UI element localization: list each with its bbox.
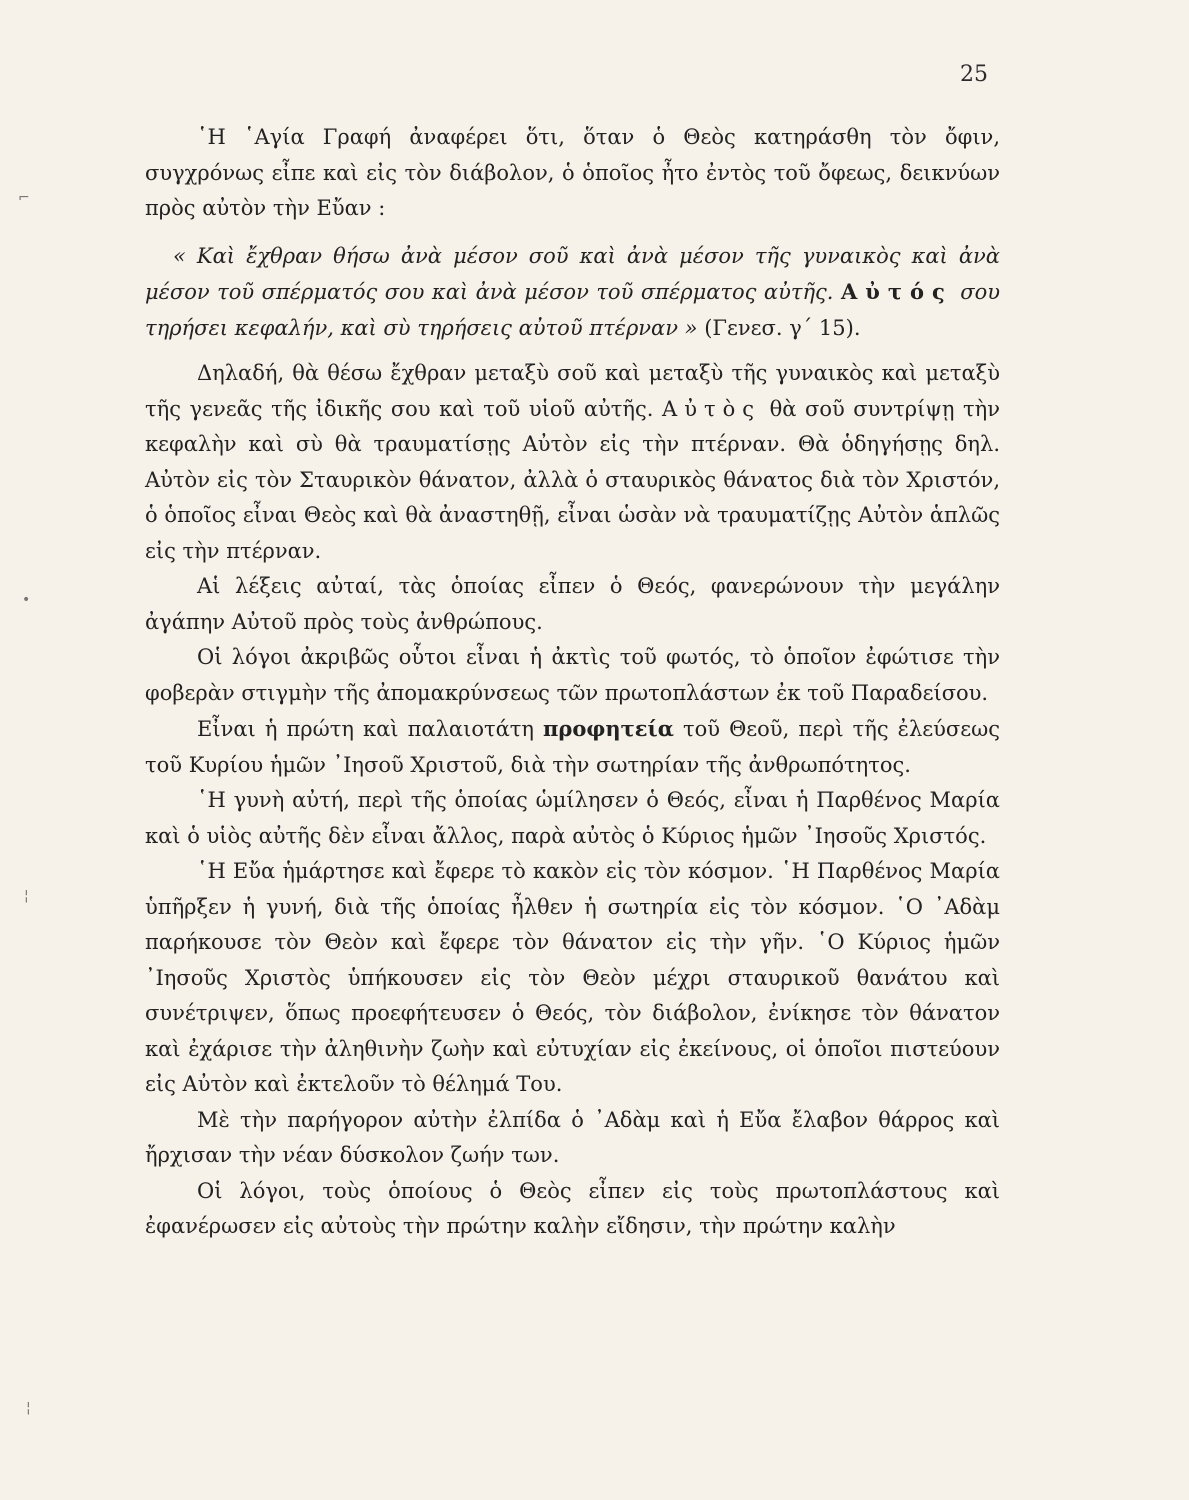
paragraph-6: ῾Η γυνὴ αὐτή, περὶ τῆς ὁποίας ὡμίλησεν ὁ Θεός, εἶναι ἡ Παρθένος Μαρία καὶ ὁ υἱὸς αὐτῆς δὲν εἶναι ἄλλος, παρὰ αὐτὸς ὁ Κύριος ἡμῶν ᾿Ιησοῦς Χριστός. xyxy=(145,788,1000,848)
paragraph-5-part-b: τοῦ Θεοῦ, περὶ τῆς ἐλεύσεως τοῦ Κυρίου ἡμῶν ᾿Ιησοῦ Χριστοῦ, διὰ τὴν σωτηρίαν τῆς ἀνθρωπότητος. xyxy=(145,717,1000,777)
margin-mark-icon: ⌐ xyxy=(18,190,30,206)
paragraph-2-part-a: Δηλαδή, θὰ θέσω ἔχθραν μεταξὺ σοῦ καὶ μεταξὺ τῆς γυναικὸς καὶ μεταξὺ τῆς γενεᾶς τῆς ἰδικῆς σου καὶ τοῦ υἱοῦ αὐτῆς. xyxy=(145,361,1000,421)
margin-mark-icon: ¦ xyxy=(24,888,29,904)
paragraph-5-part-a: Εἶναι ἡ πρώτη καὶ παλαιοτάτη xyxy=(197,717,534,741)
body-text xyxy=(145,120,1000,1245)
paragraph-8: Μὲ τὴν παρήγορον αὐτὴν ἐλπίδα ὁ ᾿Αδὰμ καὶ ἡ Εὔα ἔλαβον θάρρος καὶ ἤρχισαν τὴν νέαν δύσκολον ζωήν των. xyxy=(145,1107,1000,1167)
paragraph-3: Αἱ λέξεις αὐταί, τὰς ὁποίας εἶπεν ὁ Θεός, φανερώνουν τὴν μεγάλην ἀγάπην Αὐτοῦ πρὸς τοὺς ἀνθρώπους. xyxy=(145,574,1000,634)
paragraph-1: ῾Η ῾Αγία Γραφή ἀναφέρει ὅτι, ὅταν ὁ Θεὸς κατηράσθη τὸν ὄφιν, συγχρόνως εἶπε καὶ εἰς τὸν διάβολον, ὁ ὁποῖος ἦτο ἐντὸς τοῦ ὄφεως, δεικνύων πρὸς αὐτὸν τὴν Εὔαν : xyxy=(145,125,1000,220)
quote-part-b: σου τηρήσει κεφαλήν, καὶ σὺ τηρήσεις αὐτοῦ πτέρναν » xyxy=(145,280,1000,340)
margin-mark-icon: ¦ xyxy=(26,1400,31,1416)
paragraph-2-emphasis: Αὐτὸς xyxy=(662,396,761,421)
paragraph-9: Οἱ λόγοι, τοὺς ὁποίους ὁ Θεὸς εἶπεν εἰς τοὺς πρωτοπλάστους καὶ ἐφανέρωσεν εἰς αὐτοὺς τὴν πρώτην καλὴν εἴδησιν, τὴν πρώτην καλὴν xyxy=(145,1178,1000,1238)
page-number: 25 xyxy=(960,62,988,87)
scripture-quote xyxy=(145,239,1000,347)
paragraph-5 xyxy=(145,711,1000,783)
paragraph-7: ῾Η Εὔα ἡμάρτησε καὶ ἔφερε τὸ κακὸν εἰς τὸν κόσμον. ῾Η Παρθένος Μαρία ὑπῆρξεν ἡ γυνή, διὰ τῆς ὁποίας ἦλθεν ἡ σωτηρία εἰς τὸν κόσμον. ῾Ο ᾿Αδὰμ παρήκουσε τὸν Θεὸν καὶ ἔφερε τὸν θάνατον εἰς τὴν γῆν. ῾Ο Κύριος ἡμῶν ᾿Ιησοῦς Χριστὸς ὑπήκουσεν εἰς τὸν Θεὸν μέχρι σταυρικοῦ θανάτου καὶ συνέτριψεν, ὅπως προεφήτευσεν ὁ Θεός, τὸν διάβολον, ἐνίκησε τὸν θάνατον καὶ ἐχάρισε τὴν ἀληθινὴν ζωὴν καὶ εὐτυχίαν εἰς ἐκείνους, οἱ ὁποῖοι πιστεύουν εἰς Αὐτὸν καὶ ἐκτελοῦν τὸ θέλημά Του. xyxy=(145,859,1000,1096)
margin-mark-icon: • xyxy=(22,592,31,608)
quote-emphasis: Αὐτός xyxy=(840,279,953,304)
paragraph-2-part-b: θὰ σοῦ συντρίψῃ τὴν κεφαλὴν καὶ σὺ θὰ τραυματίσῃς Αὐτὸν εἰς τὴν πτέρναν. Θὰ ὁδηγήσῃς δηλ. Αὐτὸν εἰς τὸν Σταυρικὸν θάνατον, ἀλλὰ ὁ σταυρικὸς θάνατος διὰ τὸν Χριστόν, ὁ ὁποῖος εἶναι Θεὸς καὶ θὰ ἀναστηθῇ, εἶναι ὡσὰν νὰ τραυματίζῃς Αὐτὸν ἁπλῶς εἰς τὴν πτέρναν. xyxy=(145,396,1000,563)
quote-reference: (Γενεσ. γ΄ 15). xyxy=(704,315,861,340)
paragraph-4: Οἱ λόγοι ἀκριβῶς οὗτοι εἶναι ἡ ἀκτὶς τοῦ φωτός, τὸ ὁποῖον ἐφώτισε τὴν φοβερὰν στιγμὴν τῆς ἀπομακρύνσεως τῶν πρωτοπλάστων ἐκ τοῦ Παραδείσου. xyxy=(145,645,1000,705)
quote-part-a: « Καὶ ἔχθραν θήσω ἀνὰ μέσον σοῦ καὶ ἀνὰ μέσον τῆς γυναικὸς καὶ ἀνὰ μέσον τοῦ σπέρματός σου καὶ ἀνὰ μέσον τοῦ σπέρματος αὐτῆς. xyxy=(145,243,1000,304)
paragraph-2 xyxy=(145,356,1000,569)
prophecy-term: προφητεία xyxy=(543,716,674,741)
